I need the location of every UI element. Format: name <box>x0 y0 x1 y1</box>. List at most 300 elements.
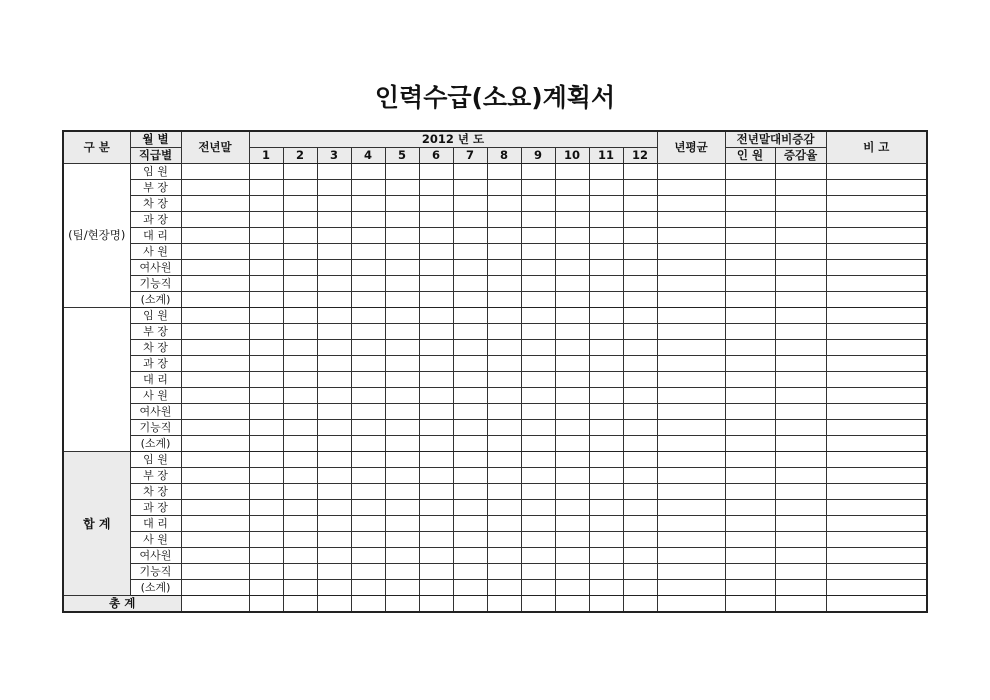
entry-cell-month-1[interactable] <box>249 516 283 532</box>
entry-cell-month-11[interactable] <box>589 164 623 180</box>
entry-cell-month-1[interactable] <box>249 484 283 500</box>
entry-cell-remarks[interactable] <box>826 244 927 260</box>
entry-cell-change-headcount[interactable] <box>725 580 775 596</box>
entry-cell-month-2[interactable] <box>283 228 317 244</box>
entry-cell-month-1[interactable] <box>249 308 283 324</box>
entry-cell-month-11[interactable] <box>589 244 623 260</box>
entry-cell-month-1[interactable] <box>249 388 283 404</box>
entry-cell-month-8[interactable] <box>487 308 521 324</box>
entry-cell-month-4[interactable] <box>351 516 385 532</box>
entry-cell-month-8[interactable] <box>487 164 521 180</box>
entry-cell-month-4[interactable] <box>351 196 385 212</box>
entry-cell-month-6[interactable] <box>419 420 453 436</box>
entry-cell-month-4[interactable] <box>351 420 385 436</box>
entry-cell-month-4[interactable] <box>351 260 385 276</box>
entry-cell-month-4[interactable] <box>351 228 385 244</box>
entry-cell-month-7[interactable] <box>453 164 487 180</box>
entry-cell-remarks[interactable] <box>826 164 927 180</box>
entry-cell-month-2[interactable] <box>283 196 317 212</box>
entry-cell-month-9[interactable] <box>521 308 555 324</box>
entry-cell-month-3[interactable] <box>317 292 351 308</box>
entry-cell-month-4[interactable] <box>351 484 385 500</box>
entry-cell-month-5[interactable] <box>385 340 419 356</box>
entry-cell-month-7[interactable] <box>453 372 487 388</box>
entry-cell-change-headcount[interactable] <box>725 180 775 196</box>
entry-cell-month-2[interactable] <box>283 212 317 228</box>
entry-cell-month-6[interactable] <box>419 436 453 452</box>
entry-cell-month-1[interactable] <box>249 164 283 180</box>
entry-cell-month-11[interactable] <box>589 372 623 388</box>
entry-cell-month-9[interactable] <box>521 564 555 580</box>
entry-cell-month-3[interactable] <box>317 340 351 356</box>
entry-cell-month-1[interactable] <box>249 372 283 388</box>
entry-cell-month-11[interactable] <box>589 516 623 532</box>
entry-cell-month-8[interactable] <box>487 196 521 212</box>
entry-cell-month-11[interactable] <box>589 580 623 596</box>
entry-cell-month-9[interactable] <box>521 212 555 228</box>
entry-cell-month-8[interactable] <box>487 580 521 596</box>
entry-cell-month-7[interactable] <box>453 180 487 196</box>
entry-cell-change-rate[interactable] <box>775 580 826 596</box>
entry-cell-annual-average[interactable] <box>657 436 725 452</box>
entry-cell-month-12[interactable] <box>623 276 657 292</box>
entry-cell-month-3[interactable] <box>317 228 351 244</box>
entry-cell-change-headcount[interactable] <box>725 516 775 532</box>
entry-cell-month-9[interactable] <box>521 516 555 532</box>
entry-cell-month-12[interactable] <box>623 324 657 340</box>
entry-cell-remarks[interactable] <box>826 500 927 516</box>
entry-cell-month-9[interactable] <box>521 420 555 436</box>
entry-cell-month-12[interactable] <box>623 580 657 596</box>
entry-cell-month-6[interactable] <box>419 164 453 180</box>
entry-cell-annual-average[interactable] <box>657 580 725 596</box>
entry-cell-change-rate[interactable] <box>775 292 826 308</box>
entry-cell-remarks[interactable] <box>826 484 927 500</box>
entry-cell-month-4[interactable] <box>351 564 385 580</box>
entry-cell-month-6[interactable] <box>419 292 453 308</box>
entry-cell-month-11[interactable] <box>589 260 623 276</box>
entry-cell-prev-year-end[interactable] <box>181 372 249 388</box>
entry-cell-change-rate[interactable] <box>775 532 826 548</box>
entry-cell-month-8[interactable] <box>487 180 521 196</box>
entry-cell-month-11[interactable] <box>589 212 623 228</box>
entry-cell-month-2[interactable] <box>283 516 317 532</box>
entry-cell-month-4[interactable] <box>351 452 385 468</box>
entry-cell-remarks[interactable] <box>826 276 927 292</box>
entry-cell-month-12[interactable] <box>623 356 657 372</box>
entry-cell-month-7[interactable] <box>453 260 487 276</box>
entry-cell-change-rate[interactable] <box>775 196 826 212</box>
entry-cell-change-rate[interactable] <box>775 548 826 564</box>
entry-cell-month-2[interactable] <box>283 500 317 516</box>
entry-cell-month-1[interactable] <box>249 436 283 452</box>
entry-cell-month-3[interactable] <box>317 372 351 388</box>
entry-cell-annual-average[interactable] <box>657 180 725 196</box>
entry-cell-month-7[interactable] <box>453 564 487 580</box>
entry-cell-month-8[interactable] <box>487 516 521 532</box>
entry-cell-month-6[interactable] <box>419 356 453 372</box>
entry-cell-month-12[interactable] <box>623 548 657 564</box>
entry-cell-month-5[interactable] <box>385 564 419 580</box>
entry-cell-month-4[interactable] <box>351 292 385 308</box>
entry-cell-prev-year-end[interactable] <box>181 468 249 484</box>
entry-cell-month-5[interactable] <box>385 420 419 436</box>
entry-cell-change-rate[interactable] <box>775 324 826 340</box>
entry-cell-annual-average[interactable] <box>657 228 725 244</box>
entry-cell-month-10[interactable] <box>555 420 589 436</box>
entry-cell-annual-average[interactable] <box>657 564 725 580</box>
entry-cell-month-3[interactable] <box>317 388 351 404</box>
entry-cell-change-rate[interactable] <box>775 356 826 372</box>
entry-cell-month-4[interactable] <box>351 276 385 292</box>
entry-cell-month-8[interactable] <box>487 324 521 340</box>
entry-cell-prev-year-end[interactable] <box>181 260 249 276</box>
entry-cell-annual-average[interactable] <box>657 308 725 324</box>
entry-cell-month-2[interactable] <box>283 356 317 372</box>
entry-cell-month-7[interactable] <box>453 324 487 340</box>
entry-cell-month-9[interactable] <box>521 404 555 420</box>
entry-cell-month-12[interactable] <box>623 372 657 388</box>
entry-cell-month-12[interactable] <box>623 260 657 276</box>
entry-cell-month-4[interactable] <box>351 324 385 340</box>
entry-cell-month-2[interactable] <box>283 548 317 564</box>
entry-cell-month-1[interactable] <box>249 212 283 228</box>
entry-cell-month-7[interactable] <box>453 580 487 596</box>
entry-cell-month-3[interactable] <box>317 564 351 580</box>
entry-cell-month-9[interactable] <box>521 388 555 404</box>
entry-cell-month-1[interactable] <box>249 596 283 613</box>
entry-cell-month-11[interactable] <box>589 532 623 548</box>
entry-cell-month-4[interactable] <box>351 356 385 372</box>
entry-cell-month-5[interactable] <box>385 228 419 244</box>
entry-cell-month-7[interactable] <box>453 532 487 548</box>
entry-cell-month-4[interactable] <box>351 340 385 356</box>
entry-cell-change-headcount[interactable] <box>725 468 775 484</box>
entry-cell-change-headcount[interactable] <box>725 196 775 212</box>
entry-cell-prev-year-end[interactable] <box>181 596 249 613</box>
entry-cell-month-11[interactable] <box>589 404 623 420</box>
entry-cell-month-1[interactable] <box>249 452 283 468</box>
entry-cell-month-2[interactable] <box>283 436 317 452</box>
entry-cell-month-1[interactable] <box>249 196 283 212</box>
entry-cell-month-1[interactable] <box>249 340 283 356</box>
entry-cell-month-5[interactable] <box>385 436 419 452</box>
entry-cell-month-9[interactable] <box>521 340 555 356</box>
entry-cell-month-3[interactable] <box>317 212 351 228</box>
entry-cell-remarks[interactable] <box>826 260 927 276</box>
entry-cell-month-9[interactable] <box>521 276 555 292</box>
entry-cell-month-1[interactable] <box>249 580 283 596</box>
entry-cell-month-7[interactable] <box>453 276 487 292</box>
entry-cell-month-11[interactable] <box>589 308 623 324</box>
entry-cell-month-3[interactable] <box>317 580 351 596</box>
entry-cell-month-2[interactable] <box>283 564 317 580</box>
entry-cell-month-7[interactable] <box>453 212 487 228</box>
entry-cell-month-8[interactable] <box>487 436 521 452</box>
entry-cell-month-3[interactable] <box>317 436 351 452</box>
entry-cell-prev-year-end[interactable] <box>181 436 249 452</box>
entry-cell-month-5[interactable] <box>385 580 419 596</box>
entry-cell-annual-average[interactable] <box>657 468 725 484</box>
entry-cell-month-2[interactable] <box>283 340 317 356</box>
entry-cell-remarks[interactable] <box>826 340 927 356</box>
entry-cell-month-6[interactable] <box>419 228 453 244</box>
entry-cell-remarks[interactable] <box>826 356 927 372</box>
entry-cell-month-12[interactable] <box>623 500 657 516</box>
entry-cell-month-2[interactable] <box>283 388 317 404</box>
entry-cell-change-headcount[interactable] <box>725 372 775 388</box>
entry-cell-month-5[interactable] <box>385 468 419 484</box>
entry-cell-month-10[interactable] <box>555 548 589 564</box>
entry-cell-month-4[interactable] <box>351 580 385 596</box>
entry-cell-remarks[interactable] <box>826 404 927 420</box>
entry-cell-month-8[interactable] <box>487 564 521 580</box>
entry-cell-month-4[interactable] <box>351 388 385 404</box>
entry-cell-annual-average[interactable] <box>657 500 725 516</box>
entry-cell-month-9[interactable] <box>521 260 555 276</box>
entry-cell-month-1[interactable] <box>249 356 283 372</box>
entry-cell-annual-average[interactable] <box>657 244 725 260</box>
entry-cell-month-10[interactable] <box>555 580 589 596</box>
entry-cell-month-2[interactable] <box>283 468 317 484</box>
entry-cell-change-headcount[interactable] <box>725 452 775 468</box>
entry-cell-month-10[interactable] <box>555 164 589 180</box>
entry-cell-month-2[interactable] <box>283 260 317 276</box>
entry-cell-month-5[interactable] <box>385 532 419 548</box>
entry-cell-month-5[interactable] <box>385 548 419 564</box>
entry-cell-month-5[interactable] <box>385 516 419 532</box>
entry-cell-month-4[interactable] <box>351 404 385 420</box>
entry-cell-month-3[interactable] <box>317 276 351 292</box>
entry-cell-month-7[interactable] <box>453 388 487 404</box>
entry-cell-month-2[interactable] <box>283 244 317 260</box>
entry-cell-month-3[interactable] <box>317 548 351 564</box>
entry-cell-month-8[interactable] <box>487 484 521 500</box>
entry-cell-month-10[interactable] <box>555 260 589 276</box>
entry-cell-month-5[interactable] <box>385 180 419 196</box>
entry-cell-change-headcount[interactable] <box>725 356 775 372</box>
entry-cell-remarks[interactable] <box>826 532 927 548</box>
entry-cell-month-12[interactable] <box>623 516 657 532</box>
entry-cell-month-12[interactable] <box>623 388 657 404</box>
entry-cell-change-rate[interactable] <box>775 484 826 500</box>
entry-cell-annual-average[interactable] <box>657 164 725 180</box>
entry-cell-month-2[interactable] <box>283 404 317 420</box>
entry-cell-change-headcount[interactable] <box>725 388 775 404</box>
entry-cell-month-8[interactable] <box>487 212 521 228</box>
entry-cell-month-9[interactable] <box>521 180 555 196</box>
entry-cell-month-7[interactable] <box>453 452 487 468</box>
entry-cell-prev-year-end[interactable] <box>181 388 249 404</box>
entry-cell-month-1[interactable] <box>249 532 283 548</box>
entry-cell-annual-average[interactable] <box>657 548 725 564</box>
entry-cell-annual-average[interactable] <box>657 372 725 388</box>
entry-cell-month-8[interactable] <box>487 388 521 404</box>
entry-cell-month-11[interactable] <box>589 292 623 308</box>
entry-cell-month-10[interactable] <box>555 388 589 404</box>
entry-cell-month-3[interactable] <box>317 308 351 324</box>
entry-cell-month-1[interactable] <box>249 228 283 244</box>
entry-cell-month-3[interactable] <box>317 484 351 500</box>
entry-cell-month-2[interactable] <box>283 292 317 308</box>
entry-cell-month-1[interactable] <box>249 548 283 564</box>
entry-cell-month-9[interactable] <box>521 468 555 484</box>
entry-cell-month-2[interactable] <box>283 580 317 596</box>
entry-cell-month-3[interactable] <box>317 180 351 196</box>
entry-cell-month-12[interactable] <box>623 164 657 180</box>
entry-cell-month-9[interactable] <box>521 532 555 548</box>
entry-cell-month-4[interactable] <box>351 500 385 516</box>
entry-cell-month-6[interactable] <box>419 260 453 276</box>
entry-cell-month-7[interactable] <box>453 356 487 372</box>
entry-cell-month-7[interactable] <box>453 468 487 484</box>
entry-cell-change-rate[interactable] <box>775 308 826 324</box>
entry-cell-month-9[interactable] <box>521 580 555 596</box>
entry-cell-month-4[interactable] <box>351 436 385 452</box>
entry-cell-change-headcount[interactable] <box>725 484 775 500</box>
entry-cell-month-6[interactable] <box>419 548 453 564</box>
entry-cell-month-9[interactable] <box>521 372 555 388</box>
entry-cell-month-12[interactable] <box>623 180 657 196</box>
entry-cell-prev-year-end[interactable] <box>181 276 249 292</box>
entry-cell-month-5[interactable] <box>385 372 419 388</box>
entry-cell-month-10[interactable] <box>555 484 589 500</box>
entry-cell-change-rate[interactable] <box>775 372 826 388</box>
entry-cell-month-4[interactable] <box>351 372 385 388</box>
entry-cell-annual-average[interactable] <box>657 260 725 276</box>
entry-cell-month-3[interactable] <box>317 196 351 212</box>
entry-cell-month-11[interactable] <box>589 228 623 244</box>
entry-cell-change-headcount[interactable] <box>725 436 775 452</box>
entry-cell-month-5[interactable] <box>385 276 419 292</box>
entry-cell-remarks[interactable] <box>826 436 927 452</box>
entry-cell-month-5[interactable] <box>385 164 419 180</box>
entry-cell-change-rate[interactable] <box>775 436 826 452</box>
entry-cell-month-4[interactable] <box>351 212 385 228</box>
entry-cell-month-10[interactable] <box>555 564 589 580</box>
entry-cell-change-headcount[interactable] <box>725 324 775 340</box>
entry-cell-month-10[interactable] <box>555 292 589 308</box>
entry-cell-month-6[interactable] <box>419 180 453 196</box>
entry-cell-month-3[interactable] <box>317 324 351 340</box>
entry-cell-remarks[interactable] <box>826 580 927 596</box>
entry-cell-month-1[interactable] <box>249 260 283 276</box>
entry-cell-month-12[interactable] <box>623 340 657 356</box>
entry-cell-prev-year-end[interactable] <box>181 196 249 212</box>
entry-cell-prev-year-end[interactable] <box>181 340 249 356</box>
entry-cell-change-rate[interactable] <box>775 340 826 356</box>
entry-cell-month-10[interactable] <box>555 276 589 292</box>
entry-cell-month-1[interactable] <box>249 324 283 340</box>
entry-cell-month-10[interactable] <box>555 212 589 228</box>
entry-cell-month-6[interactable] <box>419 532 453 548</box>
entry-cell-month-7[interactable] <box>453 436 487 452</box>
entry-cell-remarks[interactable] <box>826 548 927 564</box>
entry-cell-month-7[interactable] <box>453 292 487 308</box>
entry-cell-prev-year-end[interactable] <box>181 404 249 420</box>
entry-cell-month-8[interactable] <box>487 260 521 276</box>
entry-cell-month-10[interactable] <box>555 452 589 468</box>
entry-cell-month-3[interactable] <box>317 420 351 436</box>
entry-cell-month-5[interactable] <box>385 260 419 276</box>
entry-cell-month-6[interactable] <box>419 468 453 484</box>
entry-cell-change-headcount[interactable] <box>725 532 775 548</box>
entry-cell-remarks[interactable] <box>826 372 927 388</box>
entry-cell-prev-year-end[interactable] <box>181 228 249 244</box>
entry-cell-month-12[interactable] <box>623 228 657 244</box>
entry-cell-month-9[interactable] <box>521 484 555 500</box>
entry-cell-month-4[interactable] <box>351 244 385 260</box>
entry-cell-prev-year-end[interactable] <box>181 244 249 260</box>
entry-cell-month-12[interactable] <box>623 564 657 580</box>
entry-cell-month-2[interactable] <box>283 484 317 500</box>
entry-cell-remarks[interactable] <box>826 596 927 613</box>
entry-cell-month-6[interactable] <box>419 404 453 420</box>
entry-cell-annual-average[interactable] <box>657 276 725 292</box>
entry-cell-prev-year-end[interactable] <box>181 564 249 580</box>
entry-cell-annual-average[interactable] <box>657 388 725 404</box>
entry-cell-month-2[interactable] <box>283 308 317 324</box>
entry-cell-month-12[interactable] <box>623 436 657 452</box>
entry-cell-month-12[interactable] <box>623 292 657 308</box>
entry-cell-annual-average[interactable] <box>657 596 725 613</box>
entry-cell-month-4[interactable] <box>351 548 385 564</box>
entry-cell-month-11[interactable] <box>589 276 623 292</box>
entry-cell-change-headcount[interactable] <box>725 340 775 356</box>
entry-cell-month-6[interactable] <box>419 452 453 468</box>
entry-cell-month-9[interactable] <box>521 228 555 244</box>
entry-cell-month-2[interactable] <box>283 276 317 292</box>
entry-cell-month-12[interactable] <box>623 596 657 613</box>
entry-cell-month-10[interactable] <box>555 500 589 516</box>
entry-cell-prev-year-end[interactable] <box>181 180 249 196</box>
entry-cell-prev-year-end[interactable] <box>181 452 249 468</box>
entry-cell-month-5[interactable] <box>385 404 419 420</box>
entry-cell-month-6[interactable] <box>419 372 453 388</box>
entry-cell-month-12[interactable] <box>623 420 657 436</box>
entry-cell-month-11[interactable] <box>589 500 623 516</box>
entry-cell-month-4[interactable] <box>351 180 385 196</box>
entry-cell-month-1[interactable] <box>249 244 283 260</box>
entry-cell-month-12[interactable] <box>623 532 657 548</box>
entry-cell-month-9[interactable] <box>521 356 555 372</box>
entry-cell-remarks[interactable] <box>826 516 927 532</box>
entry-cell-month-7[interactable] <box>453 244 487 260</box>
entry-cell-month-10[interactable] <box>555 180 589 196</box>
entry-cell-annual-average[interactable] <box>657 212 725 228</box>
entry-cell-change-rate[interactable] <box>775 420 826 436</box>
entry-cell-prev-year-end[interactable] <box>181 532 249 548</box>
entry-cell-month-5[interactable] <box>385 452 419 468</box>
entry-cell-month-1[interactable] <box>249 500 283 516</box>
entry-cell-month-6[interactable] <box>419 516 453 532</box>
entry-cell-month-4[interactable] <box>351 164 385 180</box>
entry-cell-month-11[interactable] <box>589 484 623 500</box>
entry-cell-month-2[interactable] <box>283 372 317 388</box>
entry-cell-prev-year-end[interactable] <box>181 212 249 228</box>
entry-cell-month-10[interactable] <box>555 596 589 613</box>
entry-cell-prev-year-end[interactable] <box>181 292 249 308</box>
entry-cell-month-6[interactable] <box>419 308 453 324</box>
entry-cell-month-10[interactable] <box>555 340 589 356</box>
entry-cell-month-3[interactable] <box>317 452 351 468</box>
entry-cell-month-6[interactable] <box>419 244 453 260</box>
entry-cell-month-10[interactable] <box>555 436 589 452</box>
entry-cell-month-9[interactable] <box>521 244 555 260</box>
entry-cell-remarks[interactable] <box>826 212 927 228</box>
entry-cell-month-3[interactable] <box>317 596 351 613</box>
entry-cell-month-7[interactable] <box>453 596 487 613</box>
